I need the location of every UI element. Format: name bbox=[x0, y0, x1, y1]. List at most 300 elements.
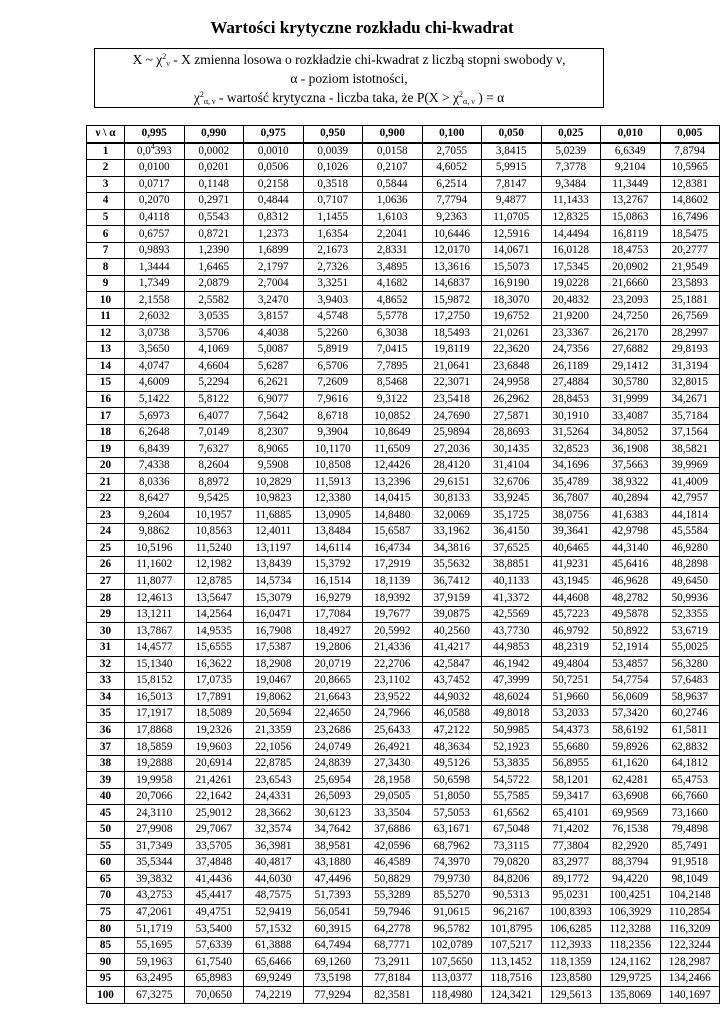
table-cell: 112,3933 bbox=[541, 937, 601, 954]
table-row bbox=[87, 871, 720, 888]
row-degrees: 9 bbox=[87, 275, 125, 292]
row-degrees: 10 bbox=[87, 292, 125, 309]
table-cell: 128,2987 bbox=[660, 954, 720, 971]
table-cell: 46,9792 bbox=[541, 623, 601, 640]
table-cell: 2,1797 bbox=[244, 259, 304, 276]
table-cell: 5,8122 bbox=[184, 391, 244, 408]
table-cell: 4,6009 bbox=[125, 375, 185, 392]
table-cell: 15,6587 bbox=[363, 524, 423, 541]
table-cell: 48,2898 bbox=[660, 557, 720, 574]
table-cell: 0,8721 bbox=[184, 226, 244, 243]
definition-box bbox=[94, 48, 604, 108]
table-cell: 0,2070 bbox=[125, 193, 185, 210]
table-cell: 9,3484 bbox=[541, 176, 601, 193]
table-cell: 16,0471 bbox=[244, 606, 304, 623]
table-cell: 98,1049 bbox=[660, 871, 720, 888]
table-cell: 6,8439 bbox=[125, 441, 185, 458]
table-cell: 135,8069 bbox=[601, 987, 661, 1004]
row-degrees: 70 bbox=[87, 888, 125, 905]
table-cell: 77,3804 bbox=[541, 838, 601, 855]
table-cell: 28,4120 bbox=[422, 457, 482, 474]
table-cell: 13,3616 bbox=[422, 259, 482, 276]
table-cell: 15,9872 bbox=[422, 292, 482, 309]
table-row bbox=[87, 772, 720, 789]
table-cell: 16,5013 bbox=[125, 689, 185, 706]
table-cell: 14,4577 bbox=[125, 639, 185, 656]
table-cell: 18,3070 bbox=[482, 292, 542, 309]
table-cell: 70,0650 bbox=[184, 987, 244, 1004]
table-cell: 41,4217 bbox=[422, 639, 482, 656]
header-alpha: 0,025 bbox=[541, 126, 601, 143]
table-cell: 112,3288 bbox=[601, 921, 661, 938]
table-cell: 107,5217 bbox=[482, 937, 542, 954]
table-cell: 56,0541 bbox=[303, 904, 363, 921]
table-cell: 100,8393 bbox=[541, 904, 601, 921]
row-degrees: 21 bbox=[87, 474, 125, 491]
table-row bbox=[87, 375, 720, 392]
table-cell: 11,8077 bbox=[125, 573, 185, 590]
table-cell: 48,6024 bbox=[482, 689, 542, 706]
table-cell: 17,8868 bbox=[125, 722, 185, 739]
table-cell: 88,3794 bbox=[601, 855, 661, 872]
table-cell: 1,6899 bbox=[244, 242, 304, 259]
table-cell: 19,2326 bbox=[184, 722, 244, 739]
table-cell: 56,0609 bbox=[601, 689, 661, 706]
table-cell: 129,9725 bbox=[601, 970, 661, 987]
table-cell: 26,1189 bbox=[541, 358, 601, 375]
table-row bbox=[87, 838, 720, 855]
table-cell: 102,0789 bbox=[422, 937, 482, 954]
table-cell: 44,9853 bbox=[482, 639, 542, 656]
table-cell: 0,0201 bbox=[184, 160, 244, 177]
table-cell: 28,8693 bbox=[482, 424, 542, 441]
table-row bbox=[87, 408, 720, 425]
table-cell: 18,4927 bbox=[303, 623, 363, 640]
table-cell: 5,5778 bbox=[363, 309, 423, 326]
table-cell: 110,2854 bbox=[660, 904, 720, 921]
table-cell: 47,2122 bbox=[422, 722, 482, 739]
table-cell: 19,0228 bbox=[541, 275, 601, 292]
table-cell: 36,1908 bbox=[601, 441, 661, 458]
row-degrees: 32 bbox=[87, 656, 125, 673]
table-cell: 3,0738 bbox=[125, 325, 185, 342]
row-degrees: 39 bbox=[87, 772, 125, 789]
table-cell: 21,6660 bbox=[601, 275, 661, 292]
table-cell: 16,4734 bbox=[363, 540, 423, 557]
table-cell: 28,8453 bbox=[541, 391, 601, 408]
table-body bbox=[87, 143, 720, 1004]
table-cell: 6,9077 bbox=[244, 391, 304, 408]
table-cell: 3,0535 bbox=[184, 309, 244, 326]
table-cell: 2,7055 bbox=[422, 143, 482, 160]
table-cell: 33,3504 bbox=[363, 805, 423, 822]
table-cell: 25,6433 bbox=[363, 722, 423, 739]
table-cell: 12,8325 bbox=[541, 209, 601, 226]
row-degrees: 24 bbox=[87, 524, 125, 541]
table-row bbox=[87, 507, 720, 524]
table-cell: 49,8018 bbox=[482, 706, 542, 723]
row-degrees: 8 bbox=[87, 259, 125, 276]
table-row bbox=[87, 209, 720, 226]
table-cell: 32,0069 bbox=[422, 507, 482, 524]
table-cell: 65,4753 bbox=[660, 772, 720, 789]
table-cell: 17,7084 bbox=[303, 606, 363, 623]
table-cell: 6,2514 bbox=[422, 176, 482, 193]
table-cell: 13,7867 bbox=[125, 623, 185, 640]
table-cell: 12,0170 bbox=[422, 242, 482, 259]
table-cell: 18,9392 bbox=[363, 590, 423, 607]
table-cell: 12,4011 bbox=[244, 524, 304, 541]
table-cell: 57,5053 bbox=[422, 805, 482, 822]
table-row bbox=[87, 987, 720, 1004]
table-cell: 76,1538 bbox=[601, 821, 661, 838]
row-degrees: 55 bbox=[87, 838, 125, 855]
table-cell: 14,0415 bbox=[363, 491, 423, 508]
table-cell: 45,4417 bbox=[184, 888, 244, 905]
row-degrees: 85 bbox=[87, 937, 125, 954]
table-cell: 17,5387 bbox=[244, 639, 304, 656]
table-cell: 96,2167 bbox=[482, 904, 542, 921]
table-cell: 65,8983 bbox=[184, 970, 244, 987]
table-cell: 41,4009 bbox=[660, 474, 720, 491]
table-row bbox=[87, 788, 720, 805]
table-cell: 2,0879 bbox=[184, 275, 244, 292]
table-cell: 20,0902 bbox=[601, 259, 661, 276]
row-degrees: 15 bbox=[87, 375, 125, 392]
table-cell: 34,7642 bbox=[303, 821, 363, 838]
table-cell: 91,0615 bbox=[422, 904, 482, 921]
table-cell: 35,4789 bbox=[541, 474, 601, 491]
row-degrees: 34 bbox=[87, 689, 125, 706]
table-cell: 58,9637 bbox=[660, 689, 720, 706]
table-cell: 38,9581 bbox=[303, 838, 363, 855]
table-cell: 57,6339 bbox=[184, 937, 244, 954]
table-cell: 77,9294 bbox=[303, 987, 363, 1004]
table-row bbox=[87, 888, 720, 905]
table-cell: 48,3634 bbox=[422, 739, 482, 756]
table-cell: 33,5705 bbox=[184, 838, 244, 855]
table-cell: 5,2294 bbox=[184, 375, 244, 392]
table-cell: 21,0261 bbox=[482, 325, 542, 342]
table-cell: 21,0641 bbox=[422, 358, 482, 375]
table-cell: 7,0415 bbox=[363, 342, 423, 359]
table-cell: 24,0749 bbox=[303, 739, 363, 756]
table-cell: 23,6848 bbox=[482, 358, 542, 375]
table-cell: 30,6123 bbox=[303, 805, 363, 822]
table-cell: 2,1558 bbox=[125, 292, 185, 309]
table-cell: 4,4038 bbox=[244, 325, 304, 342]
table-cell: 63,2495 bbox=[125, 970, 185, 987]
table-cell: 15,1340 bbox=[125, 656, 185, 673]
header-alpha: 0,990 bbox=[184, 126, 244, 143]
table-cell: 53,6719 bbox=[660, 623, 720, 640]
def3-a: χ bbox=[193, 90, 200, 105]
table-cell: 69,9249 bbox=[244, 970, 304, 987]
table-cell: 50,8922 bbox=[601, 623, 661, 640]
table-cell: 18,1139 bbox=[363, 573, 423, 590]
table-cell: 0,0158 bbox=[363, 143, 423, 160]
table-cell: 10,8563 bbox=[184, 524, 244, 541]
row-degrees: 28 bbox=[87, 590, 125, 607]
table-cell: 11,0705 bbox=[482, 209, 542, 226]
table-cell: 20,5992 bbox=[363, 623, 423, 640]
table-cell: 57,3420 bbox=[601, 706, 661, 723]
table-cell: 3,8415 bbox=[482, 143, 542, 160]
table-row bbox=[87, 623, 720, 640]
table-header-row bbox=[87, 126, 720, 143]
table-cell: 24,9958 bbox=[482, 375, 542, 392]
table-cell: 13,2396 bbox=[363, 474, 423, 491]
row-degrees: 17 bbox=[87, 408, 125, 425]
table-cell: 6,3038 bbox=[363, 325, 423, 342]
table-cell: 53,4857 bbox=[601, 656, 661, 673]
table-cell: 50,8829 bbox=[363, 871, 423, 888]
table-cell: 31,9999 bbox=[601, 391, 661, 408]
table-cell: 5,6287 bbox=[244, 358, 304, 375]
row-degrees: 1 bbox=[87, 143, 125, 160]
table-cell: 0,0100 bbox=[125, 160, 185, 177]
table-cell: 35,5632 bbox=[422, 557, 482, 574]
table-cell: 8,6427 bbox=[125, 491, 185, 508]
table-cell: 27,3430 bbox=[363, 755, 423, 772]
table-cell: 34,3816 bbox=[422, 540, 482, 557]
table-cell: 52,1914 bbox=[601, 639, 661, 656]
row-degrees: 37 bbox=[87, 739, 125, 756]
table-cell: 13,5647 bbox=[184, 590, 244, 607]
table-cell: 21,9200 bbox=[541, 309, 601, 326]
table-cell: 56,8955 bbox=[541, 755, 601, 772]
table-cell: 27,5871 bbox=[482, 408, 542, 425]
table-cell: 64,1812 bbox=[660, 755, 720, 772]
table-cell: 28,3662 bbox=[244, 805, 304, 822]
table-cell: 38,0756 bbox=[541, 507, 601, 524]
row-degrees: 16 bbox=[87, 391, 125, 408]
table-cell: 49,4751 bbox=[184, 904, 244, 921]
table-cell: 14,2564 bbox=[184, 606, 244, 623]
row-degrees: 100 bbox=[87, 987, 125, 1004]
table-cell: 82,3581 bbox=[363, 987, 423, 1004]
table-cell: 42,9798 bbox=[601, 524, 661, 541]
table-cell: 24,7356 bbox=[541, 342, 601, 359]
row-degrees: 5 bbox=[87, 209, 125, 226]
table-cell: 5,1422 bbox=[125, 391, 185, 408]
row-degrees: 60 bbox=[87, 855, 125, 872]
table-cell: 7,9616 bbox=[303, 391, 363, 408]
table-cell: 22,3620 bbox=[482, 342, 542, 359]
table-cell: 49,4804 bbox=[541, 656, 601, 673]
first-cell-base: 0,0 bbox=[136, 144, 151, 157]
table-cell: 51,8050 bbox=[422, 788, 482, 805]
table-cell: 30,5780 bbox=[601, 375, 661, 392]
table-cell: 83,2977 bbox=[541, 855, 601, 872]
table-cell: 0,6757 bbox=[125, 226, 185, 243]
table-cell: 61,5811 bbox=[660, 722, 720, 739]
table-cell: 13,2767 bbox=[601, 193, 661, 210]
table-cell: 22,1642 bbox=[184, 788, 244, 805]
table-cell: 16,9279 bbox=[303, 590, 363, 607]
table-cell: 49,5878 bbox=[601, 606, 661, 623]
table-cell: 1,1455 bbox=[303, 209, 363, 226]
table-cell: 26,2962 bbox=[482, 391, 542, 408]
table-row bbox=[87, 540, 720, 557]
table-cell: 77,8184 bbox=[363, 970, 423, 987]
table-cell: 20,4832 bbox=[541, 292, 601, 309]
table-cell: 0,4118 bbox=[125, 209, 185, 226]
row-degrees: 30 bbox=[87, 623, 125, 640]
table-cell: 19,8062 bbox=[244, 689, 304, 706]
table-cell: 36,4150 bbox=[482, 524, 542, 541]
table-cell: 19,7677 bbox=[363, 606, 423, 623]
table-cell: 39,0875 bbox=[422, 606, 482, 623]
table-cell: 53,3835 bbox=[482, 755, 542, 772]
table-cell: 85,7491 bbox=[660, 838, 720, 855]
header-alpha: 0,975 bbox=[244, 126, 304, 143]
table-cell: 41,4436 bbox=[184, 871, 244, 888]
table-cell: 27,4884 bbox=[541, 375, 601, 392]
table-cell: 53,2033 bbox=[541, 706, 601, 723]
table-cell: 2,1673 bbox=[303, 242, 363, 259]
table-cell: 15,6555 bbox=[184, 639, 244, 656]
table-cell: 12,5916 bbox=[482, 226, 542, 243]
table-cell: 51,7393 bbox=[303, 888, 363, 905]
table-cell: 40,2560 bbox=[422, 623, 482, 640]
table-cell: 8,0336 bbox=[125, 474, 185, 491]
table-cell: 7,4338 bbox=[125, 457, 185, 474]
row-degrees: 65 bbox=[87, 871, 125, 888]
table-cell: 63,1671 bbox=[422, 821, 482, 838]
table-cell: 11,1433 bbox=[541, 193, 601, 210]
table-cell: 17,7891 bbox=[184, 689, 244, 706]
table-cell: 56,3280 bbox=[660, 656, 720, 673]
table-cell: 3,4895 bbox=[363, 259, 423, 276]
row-degrees: 45 bbox=[87, 805, 125, 822]
table-cell: 57,6483 bbox=[660, 673, 720, 690]
table-cell: 42,5569 bbox=[482, 606, 542, 623]
row-degrees: 25 bbox=[87, 540, 125, 557]
table-cell: 10,9823 bbox=[244, 491, 304, 508]
table-cell: 47,4496 bbox=[303, 871, 363, 888]
table-cell: 19,2888 bbox=[125, 755, 185, 772]
table-cell: 67,5048 bbox=[482, 821, 542, 838]
table-cell: 29,6151 bbox=[422, 474, 482, 491]
table-cell: 15,3079 bbox=[244, 590, 304, 607]
table-cell: 13,8484 bbox=[303, 524, 363, 541]
definition-line-2: α - poziom istotności, bbox=[290, 71, 408, 86]
table-cell: 52,3355 bbox=[660, 606, 720, 623]
table-row bbox=[87, 424, 720, 441]
table-cell: 17,2919 bbox=[363, 557, 423, 574]
table-row bbox=[87, 606, 720, 623]
table-cell: 55,6680 bbox=[541, 739, 601, 756]
table-cell: 11,5913 bbox=[303, 474, 363, 491]
table-cell: 25,1881 bbox=[660, 292, 720, 309]
table-cell: 16,1514 bbox=[303, 573, 363, 590]
table-cell: 30,1910 bbox=[541, 408, 601, 425]
table-cell: 15,0863 bbox=[601, 209, 661, 226]
table-row bbox=[87, 739, 720, 756]
table-cell: 68,7962 bbox=[422, 838, 482, 855]
table-cell: 44,6030 bbox=[244, 871, 304, 888]
table-cell: 44,3140 bbox=[601, 540, 661, 557]
table-cell: 4,0747 bbox=[125, 358, 185, 375]
table-cell: 113,1452 bbox=[482, 954, 542, 971]
table-cell: 3,9403 bbox=[303, 292, 363, 309]
table-cell: 0,3518 bbox=[303, 176, 363, 193]
table-cell: 9,2104 bbox=[601, 160, 661, 177]
table-cell: 20,7066 bbox=[125, 788, 185, 805]
table-cell: 18,5475 bbox=[660, 226, 720, 243]
table-cell: 106,6285 bbox=[541, 921, 601, 938]
table-cell: 50,7251 bbox=[541, 673, 601, 690]
table-cell: 13,8439 bbox=[244, 557, 304, 574]
table-cell: 18,5493 bbox=[422, 325, 482, 342]
table-row bbox=[87, 143, 720, 160]
table-cell: 79,0820 bbox=[482, 855, 542, 872]
table-cell: 40,4817 bbox=[244, 855, 304, 872]
table-cell: 1,6465 bbox=[184, 259, 244, 276]
table-cell: 22,2706 bbox=[363, 656, 423, 673]
table-cell: 2,5582 bbox=[184, 292, 244, 309]
table-cell: 17,1917 bbox=[125, 706, 185, 723]
row-degrees: 23 bbox=[87, 507, 125, 524]
table-cell: 50,9985 bbox=[482, 722, 542, 739]
row-degrees: 3 bbox=[87, 176, 125, 193]
table-cell bbox=[125, 143, 185, 160]
table-cell: 66,7660 bbox=[660, 788, 720, 805]
table-cell: 46,9280 bbox=[660, 540, 720, 557]
table-cell: 40,6465 bbox=[541, 540, 601, 557]
table-cell: 25,9012 bbox=[184, 805, 244, 822]
table-row bbox=[87, 309, 720, 326]
table-cell: 3,3251 bbox=[303, 275, 363, 292]
table-cell: 14,6114 bbox=[303, 540, 363, 557]
table-cell: 8,8972 bbox=[184, 474, 244, 491]
table-cell: 116,3209 bbox=[660, 921, 720, 938]
table-cell: 0,4844 bbox=[244, 193, 304, 210]
table-cell: 39,3832 bbox=[125, 871, 185, 888]
table-cell: 8,9065 bbox=[244, 441, 304, 458]
table-cell: 24,3110 bbox=[125, 805, 185, 822]
table-cell: 50,9936 bbox=[660, 590, 720, 607]
table-row bbox=[87, 474, 720, 491]
table-cell: 82,2920 bbox=[601, 838, 661, 855]
table-cell: 60,3915 bbox=[303, 921, 363, 938]
table-cell: 31,4104 bbox=[482, 457, 542, 474]
table-cell: 35,1725 bbox=[482, 507, 542, 524]
table-cell: 53,5400 bbox=[184, 921, 244, 938]
table-cell: 3,5650 bbox=[125, 342, 185, 359]
table-row bbox=[87, 937, 720, 954]
table-cell: 40,1133 bbox=[482, 573, 542, 590]
table-cell: 7,8147 bbox=[482, 176, 542, 193]
table-cell: 0,0039 bbox=[303, 143, 363, 160]
table-cell: 8,6718 bbox=[303, 408, 363, 425]
table-cell: 3,8157 bbox=[244, 309, 304, 326]
table-row bbox=[87, 226, 720, 243]
table-row bbox=[87, 921, 720, 938]
table-cell: 25,6954 bbox=[303, 772, 363, 789]
header-alpha: 0,995 bbox=[125, 126, 185, 143]
table-cell: 11,3449 bbox=[601, 176, 661, 193]
table-cell: 46,4589 bbox=[363, 855, 423, 872]
table-cell: 0,9893 bbox=[125, 242, 185, 259]
table-cell: 57,1532 bbox=[244, 921, 304, 938]
table-row bbox=[87, 491, 720, 508]
header-corner: ν \ α bbox=[87, 126, 125, 143]
table-cell: 73,5198 bbox=[303, 970, 363, 987]
table-row bbox=[87, 722, 720, 739]
row-degrees: 7 bbox=[87, 242, 125, 259]
